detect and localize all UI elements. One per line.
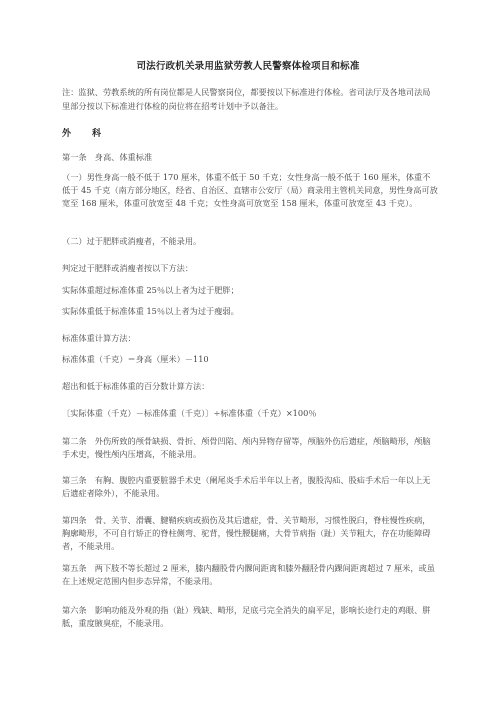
- paragraph: 实际体重低于标准体重 15％以上者为过于瘦弱。: [62, 306, 239, 316]
- article-2: 第二条 外伤所致的颅骨缺损、骨折、颅骨凹陷、颅内异物存留等，颅脑外伤后遗症，颅脑畸形，颅脑手术史，慢性颅内压增高，不能录用。: [62, 436, 431, 459]
- article-6: 第六条 影响功能及外观的指（趾）残缺、畸形，足底弓完全消失的扁平足，影响长途行走的鸡眼、胼胝，重度腋臭症，不能录用。: [62, 605, 431, 628]
- document-title: 司法行政机关录用监狱劳教人民警察体检项目和标准: [136, 61, 360, 72]
- paragraph: （二）过于肥胖或消瘦者，不能录用。: [62, 236, 202, 246]
- article-5: 第五条 两下肢不等长超过 2 厘米，膝内翻股骨内髁间距离和膝外翻胫骨内踝间距离超过 7 厘米，或虽在上述规定范围内但步态异常，不能录用。: [62, 563, 435, 586]
- note-paragraph: 注：监狱、劳教系统的所有岗位都是人民警察岗位，都要按以下标准进行体检。省司法厅及各地司法局里部分按以下标准进行体检的岗位将在招考计划中予以备注。: [62, 87, 431, 111]
- article-3: 第三条 有胸、腹腔内重要脏器手术史（阑尾炎手术后半年以上者，腹股沟疝、股疝手术后一年以上无后遗症者除外），不能录用。: [62, 475, 431, 498]
- paragraph: 判定过于肥胖或消瘦者按以下方法：: [62, 263, 194, 273]
- article-1-heading: 第一条 身高、体重标准: [62, 152, 153, 162]
- article-4: 第四条 骨、关节、滑囊、腱鞘疾病或损伤及其后遗症，骨、关节畸形，习惯性脱臼，脊柱慢性疾病，胸廓畸形，不可自行矫正的脊柱侧弯、驼背，慢性腰腿痛，大骨节病指（趾）关节粗大，存在功能障碍者，不能录用。: [62, 515, 431, 551]
- formula-line: 〔实际体重（千克）－标准体重（千克）〕÷标准体重（千克）×100％: [62, 408, 317, 418]
- formula-line: 标准体重（千克）＝身高（厘米）－110: [62, 354, 209, 364]
- paragraph: 实际体重超过标准体重 25％以上者为过于肥胖；: [62, 285, 239, 295]
- paragraph: 超出和低于标准体重的百分数计算方法：: [62, 381, 210, 391]
- paragraph: 标准体重计算方法：: [62, 333, 136, 343]
- paragraph: （一）男性身高一般不低于 170 厘米，体重不低于 50 千克；女性身高一般不低于 160 厘米，体重不低于 45 千克（南方部分地区，经省、自治区、直辖市公安厅（局）商录用主管机关同意，男性身高可放宽至 168 厘米，体重可放宽至 48 千克；女性身高可放宽至 158 厘米，体重可放宽至 43 千克）。: [62, 172, 438, 208]
- section-heading: 外 科: [62, 129, 108, 139]
